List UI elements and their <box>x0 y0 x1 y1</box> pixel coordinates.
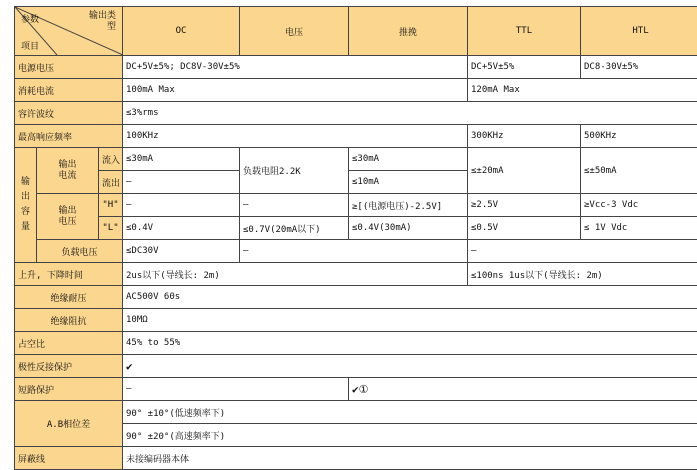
header-ttl: TTL <box>468 7 581 56</box>
table-cell: ≤3%rms <box>123 102 697 125</box>
table-cell: ≤DC30V <box>123 240 240 263</box>
table-row <box>15 286 697 309</box>
check-mark-icon: ✔ <box>123 355 697 378</box>
table-cell: 100KHz <box>123 125 468 148</box>
table-cell: ≤30mA <box>349 148 468 171</box>
table-row <box>15 378 697 401</box>
table-cell: ≤0.4V(30mA) <box>349 217 468 240</box>
table-cell: ≥2.5V <box>468 194 581 217</box>
table-cell: — <box>123 171 240 194</box>
table-cell: DC8-30V±5% <box>581 56 697 79</box>
header-row <box>15 7 697 56</box>
output-current-label: 输出 电流 <box>37 148 99 194</box>
low-label: "L" <box>99 217 123 240</box>
table-row <box>15 79 697 102</box>
row-label: 短路保护 <box>15 378 123 401</box>
table-row <box>15 194 697 217</box>
row-label: 上升, 下降时间 <box>15 263 123 286</box>
corner-item-label: 项目 <box>21 39 39 52</box>
table-row <box>15 332 697 355</box>
table-cell: ≥Vcc-3 Vdc <box>581 194 697 217</box>
row-label: 最高响应频率 <box>15 125 123 148</box>
table-row <box>15 401 697 424</box>
table-cell: DC+5V±5% <box>468 56 581 79</box>
spec-table <box>14 6 697 470</box>
high-label: "H" <box>99 194 123 217</box>
table-row <box>15 309 697 332</box>
output-voltage-label: 输出 电压 <box>37 194 99 240</box>
table-cell: 45% to 55% <box>123 332 697 355</box>
header-htl: HTL <box>581 7 697 56</box>
table-cell: 10MΩ <box>123 309 697 332</box>
output-capacity-label: 输 出 容 量 <box>15 148 37 263</box>
table-cell: ≤10mA <box>349 171 468 194</box>
table-row <box>15 355 697 378</box>
table-cell: 90° ±10°(低速频率下) <box>123 401 697 424</box>
table-row <box>15 125 697 148</box>
table-cell: ≤30mA <box>123 148 240 171</box>
table-row <box>15 56 697 79</box>
corner-header-cell <box>15 7 123 56</box>
table-row <box>15 102 697 125</box>
row-label: A.B相位差 <box>15 401 123 447</box>
header-voltage: 电压 <box>240 7 349 56</box>
table-cell: — <box>123 378 349 401</box>
row-label: 占空比 <box>15 332 123 355</box>
table-cell: AC500V 60s <box>123 286 697 309</box>
table-cell: ≤0.5V <box>468 217 581 240</box>
source-label: 流出 <box>99 171 123 194</box>
table-cell: ≤±50mA <box>581 148 697 194</box>
table-cell: 未接编码器本体 <box>123 447 697 470</box>
table-cell: 2us以下(导线长: 2m) <box>123 263 468 286</box>
table-cell: 90° ±20°(高速频率下) <box>123 424 697 447</box>
table-cell: 500KHz <box>581 125 697 148</box>
row-label: 极性反接保护 <box>15 355 123 378</box>
row-label: 绝缘耐压 <box>15 286 123 309</box>
table-row <box>15 263 697 286</box>
table-cell: 负载电阻2.2K <box>240 148 349 194</box>
row-label: 绝缘阻抗 <box>15 309 123 332</box>
row-label: 电源电压 <box>15 56 123 79</box>
corner-param-label: 参数 <box>21 12 39 25</box>
table-row <box>15 447 697 470</box>
table-cell: DC+5V±5%; DC8V-30V±5% <box>123 56 468 79</box>
table-row <box>15 148 697 171</box>
check-mark-icon: ✔① <box>349 378 697 401</box>
row-label: 容许波纹 <box>15 102 123 125</box>
table-cell: — <box>123 194 240 217</box>
table-cell: ≤100ns 1us以下(导线长: 2m) <box>468 263 697 286</box>
table-row <box>15 217 697 240</box>
table-cell: — <box>240 194 349 217</box>
table-cell: — <box>240 240 468 263</box>
table-cell: — <box>468 240 697 263</box>
table-cell: ≤0.4V <box>123 217 240 240</box>
load-voltage-label: 负载电压 <box>37 240 123 263</box>
header-oc: OC <box>123 7 240 56</box>
table-cell: ≥[(电源电压)-2.5V] <box>349 194 468 217</box>
table-cell: 300KHz <box>468 125 581 148</box>
row-label: 消耗电流 <box>15 79 123 102</box>
table-cell: ≤ 1V Vdc <box>581 217 697 240</box>
row-label: 屏蔽线 <box>15 447 123 470</box>
table-cell: ≤0.7V(20mA以下) <box>240 217 349 240</box>
table-row <box>15 240 697 263</box>
header-pushpull: 推挽 <box>349 7 468 56</box>
table-cell: ≤±20mA <box>468 148 581 194</box>
table-cell: 100mA Max <box>123 79 468 102</box>
table-cell: 120mA Max <box>468 79 697 102</box>
corner-output-type-label: 输出类 型 <box>89 11 116 33</box>
sink-label: 流入 <box>99 148 123 171</box>
